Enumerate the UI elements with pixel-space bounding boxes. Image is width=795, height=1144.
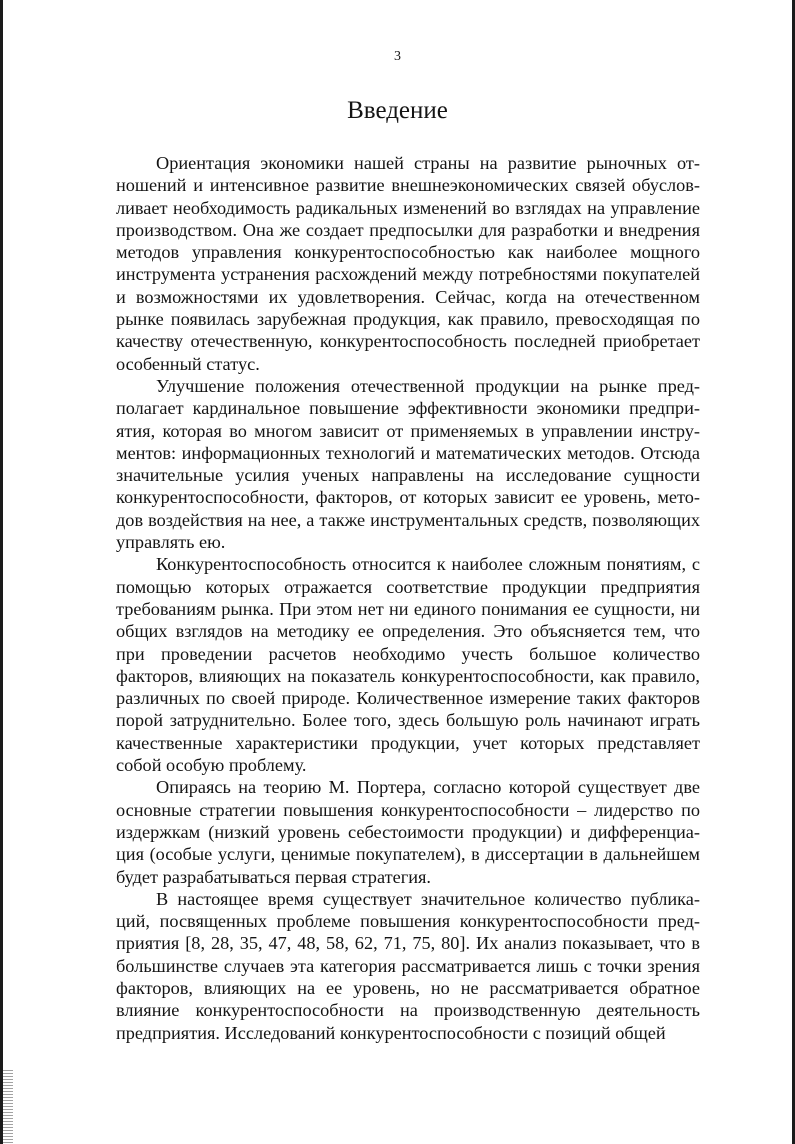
paragraph-3: Конкурентоспособность относится к наиболее сложным понятиям, с помощью которых отражается соответствие продукции предприятия требованиям рынка. При этом нет ни единого понимания ее сущности, ни общих взглядов на методику ее определения. Это объясняется тем, что при проведении расчетов необходимо учесть большое количество факторов, влияющих на показатель конкурентоспособности, как правило, различных по своей природе. Количественное измерение таких факторов порой затруднительно. Более того, здесь большую роль начинают играть качественные характеристики продукции, учет которых представляет собой особую проблему. <box>116 554 700 776</box>
page-title: Введение <box>347 97 448 124</box>
scan-border-left <box>0 0 3 1144</box>
paragraph-5: В настоящее время существует значительное количество публикаций, посвященных проблеме повышения конкурентоспособности предприятия [8, 28, 35, 47, 48, 58, 62, 71, 75, 80]. Их анализ показывает, что в большинстве случаев эта категория рассматривается лишь с точки зрения факторов, влияющих на ее уровень, но не рассматривается обратное влияние конкурентоспособности на производственную деятельность предприятия. Исследований конкурентоспособности с позиций общей <box>116 888 700 1043</box>
paragraph-2: Улучшение положения отечественной продукции на рынке предполагает кардинальное повышение эффективности экономики предприятия, которая во многом зависит от применяемых в управлении инструментов: информационных технологий и математических методов. Отсюда значительные усилия ученых направлены на исследование сущности конкурентоспособности, факторов, от которых зависит ее уровень, методов воздействия на нее, а также инструментальных средств, позволяющих управлять ею. <box>116 375 700 553</box>
paragraph-1: Ориентация экономики нашей страны на развитие рыночных отношений и интенсивное развитие внешнеэкономических связей обусловливает необходимость радикальных изменений во взглядах на управление производством. Она же создает предпосылки для разработки и внедрения методов управления конкурентоспособностью как наиболее мощного инструмента устранения расхождений между потребностями покупателей и возможностями их удовлетворения. Сейчас, когда на отечественном рынке появилась зарубежная продукция, как правило, превосходящая по качеству отечественную, конкурентоспособность последней приобретает особенный статус. <box>116 153 700 374</box>
page-number: 3 <box>394 49 401 64</box>
body-text <box>116 152 700 1044</box>
paragraph-4: Опираясь на теорию М. Портера, согласно которой существует две основные стратегии повышения конкурентоспособности – лидерство по издержкам (низкий уровень себестоимости продукции) и дифференциация (особые услуги, ценимые покупателем), в диссертации в дальнейшем будет разрабатываться первая стратегия. <box>116 777 700 887</box>
scan-artifact <box>3 1070 13 1144</box>
